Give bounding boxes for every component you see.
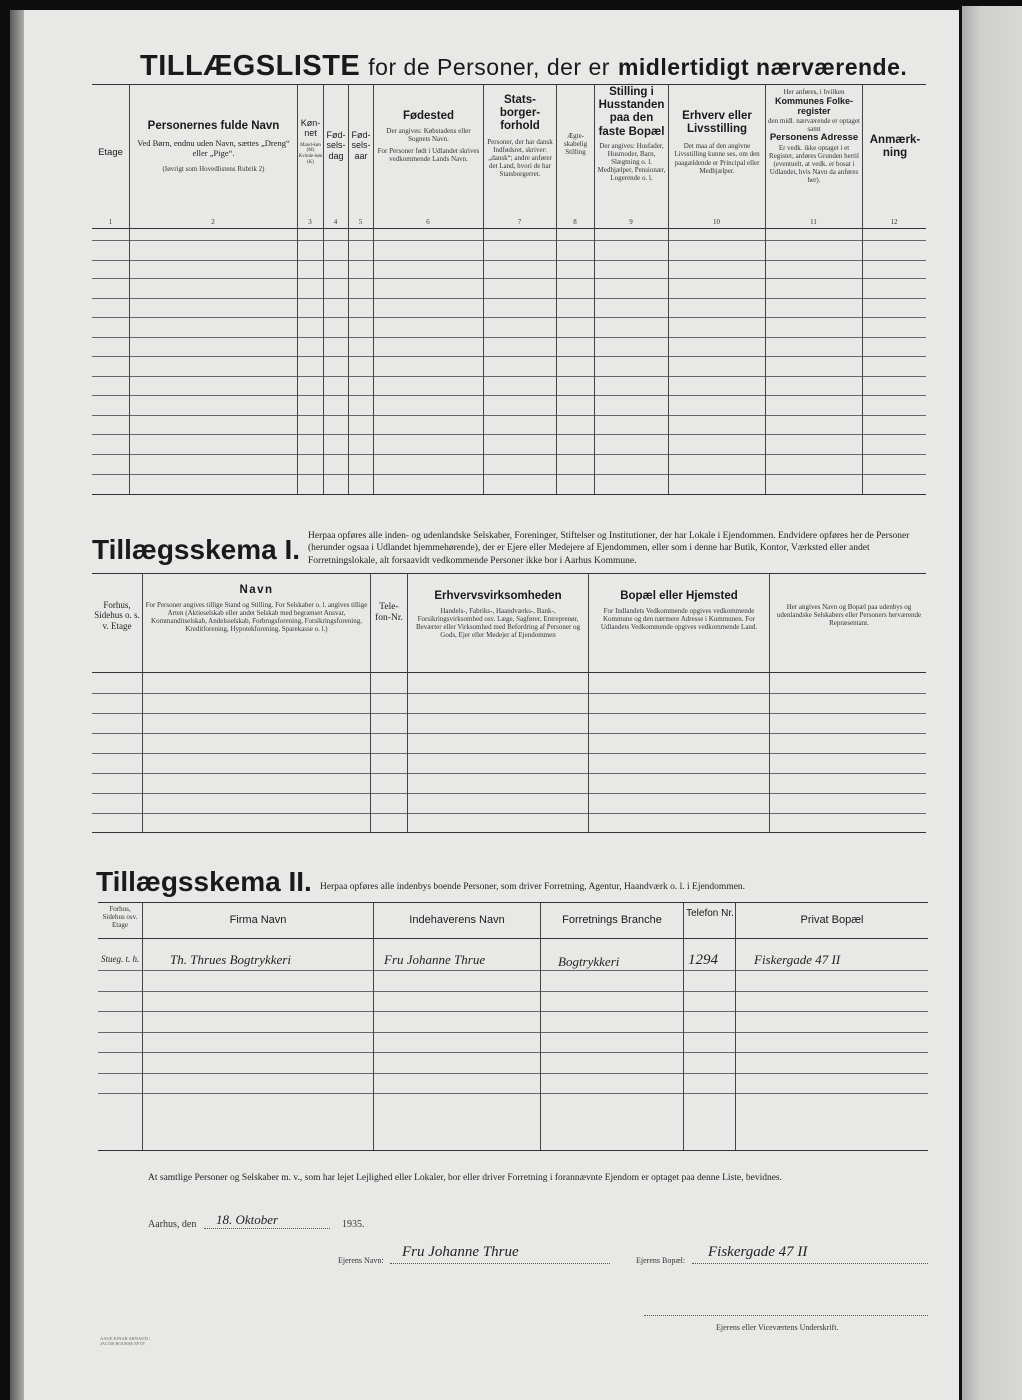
header-statsborger-title: Stats-borger-forhold xyxy=(499,94,541,133)
s2-header-bottom xyxy=(98,938,928,939)
s1-header-etage xyxy=(94,600,140,631)
s1-header-telefon xyxy=(372,602,406,624)
s2-row-line xyxy=(98,991,928,992)
row-line xyxy=(92,240,926,241)
header-anmaerkning-title: Anmærk-ning xyxy=(869,134,921,160)
header-name xyxy=(132,120,295,173)
header-folkeregister-sub: Er vedk. ikke optaget i et Register, anføres Grunden hertil (eventuelt, at vedk. er bosat i Udlandet, hvis Navn da anføres her). xyxy=(769,143,859,184)
header-foedested-title: Fødested xyxy=(402,110,455,122)
header-koen xyxy=(298,118,323,166)
header-erhverv xyxy=(670,110,764,175)
col-line xyxy=(129,84,130,494)
s1-header-bopael-title: Bopæl eller Hjemsted xyxy=(620,590,738,602)
footer-declaration: At samtlige Personer og Selskaber m. v., som har lejet Lejlighed eller Lokaler, bor eller driver Forretning i forannævnte Ejendom er optaget paa denne Liste, bevidnes. xyxy=(148,1173,782,1183)
col-num-8: 8 xyxy=(573,218,577,226)
header-name-mid: Ved Børn, endnu uden Navn, sættes „Dreng“ eller „Pige“. xyxy=(137,138,290,158)
row-line xyxy=(92,317,926,318)
header-folkeregister-pre: Her anføres, i hvilken xyxy=(783,88,845,96)
title-mid: for de Personer, der er xyxy=(368,54,610,80)
row-line xyxy=(92,395,926,396)
owner-address-dotted-line xyxy=(692,1263,928,1264)
s1-row-line xyxy=(92,693,926,694)
signature-dotted-line xyxy=(644,1315,928,1316)
s1-row-line xyxy=(92,713,926,714)
s1-col-line xyxy=(769,573,770,832)
header-koen-sub: Mand-køn (M) Kvinde-køn (K) xyxy=(298,142,323,165)
form-title xyxy=(140,50,907,83)
header-stilling-title: Stilling i Husstanden paa den faste Bopæl xyxy=(598,86,665,138)
s1-header-telefon-label: Tele-fon-Nr. xyxy=(375,602,403,623)
header-name-title: Personernes fulde Navn xyxy=(147,120,280,132)
col-num-6: 6 xyxy=(426,218,430,226)
header-etage xyxy=(92,148,129,159)
s2-row-bopael: Fiskergade 47 II xyxy=(754,952,841,967)
s1-header-erhverv xyxy=(410,590,586,639)
s2-header-bopael xyxy=(737,914,927,927)
col-num-9: 9 xyxy=(629,218,633,226)
col-num-12: 12 xyxy=(890,218,898,226)
title-end: midlertidigt nærværende. xyxy=(617,54,908,80)
header-foedselsaar-title: Fød-sels-aar xyxy=(351,130,371,161)
s1-row-line xyxy=(92,733,926,734)
s1-header-erhverv-title: Erhvervsvirksomheden xyxy=(434,590,562,602)
row-line xyxy=(92,376,926,377)
main-top-line xyxy=(92,84,926,85)
s2-row-telefon: 1294 xyxy=(688,952,718,968)
s1-row-line xyxy=(92,793,926,794)
s2-row-line xyxy=(98,1011,928,1012)
s2-header-indehaver xyxy=(375,914,539,927)
col-num-7: 7 xyxy=(517,218,522,226)
s2-col-line xyxy=(142,902,143,1150)
header-foedested xyxy=(376,110,481,163)
header-folkeregister-title: Kommunes Folke-register xyxy=(774,96,853,117)
s2-bottom-line xyxy=(98,1150,928,1151)
footer-year: 1935. xyxy=(342,1219,365,1230)
s1-row-line xyxy=(92,813,926,814)
s2-row-line xyxy=(98,1052,928,1053)
s1-row-line xyxy=(92,773,926,774)
s2-row-indehaver: Fru Johanne Thrue xyxy=(384,952,486,967)
title-bold: TILLÆGSLISTE xyxy=(140,50,361,82)
main-header-bottom xyxy=(92,228,926,229)
col-num-2: 2 xyxy=(211,218,215,226)
s1-col-line xyxy=(142,573,143,832)
col-num-5: 5 xyxy=(358,218,363,226)
row-line xyxy=(92,434,926,435)
col-num-10: 10 xyxy=(713,218,720,226)
col-num-3: 3 xyxy=(308,218,312,226)
s1-header-navn-sub: For Personer angives tillige Stand og Stilling. For Selskaber o. l. angives tillige Arten (Aktieselskab eller andet Selskab med begrænset Ansvar, Kommanditselskab, Andelsselskab, Forbrugsforening, Forsikringsforening, Kreditforening, Hypotekforening, Sparekasse o. l.) xyxy=(145,601,368,634)
header-stilling xyxy=(596,86,667,182)
footer-date-hand: 18. Oktober xyxy=(216,1212,279,1227)
col-line xyxy=(373,84,374,494)
s1-header-repr-sub: Her angives Navn og Bopæl paa udenbys og udenlandske Selskabers eller Personers herværende Repræsentant. xyxy=(776,603,922,628)
s2-header-indehaver-label: Indehaverens Navn xyxy=(409,914,505,926)
s1-col-line xyxy=(588,573,589,832)
col-line xyxy=(668,84,669,494)
s2-row-firma: Th. Thrues Bogtrykkeri xyxy=(170,952,291,967)
s2-header-firma xyxy=(144,914,372,927)
col-num-1: 1 xyxy=(108,218,113,226)
header-name-sub: (Iøvrigt som Hovedlistens Rubrik 2) xyxy=(162,164,265,173)
s2-row-branche: Bogtrykkeri xyxy=(558,954,620,969)
header-koen-title: Køn-net xyxy=(300,118,321,139)
row-line xyxy=(92,298,926,299)
s2-header-etage xyxy=(100,905,140,929)
s2-header-telefon xyxy=(686,908,734,920)
schema2-title: Tillægsskema II. xyxy=(96,866,312,897)
s2-row-line xyxy=(98,1073,928,1074)
main-bottom-line xyxy=(92,494,926,495)
row-line xyxy=(92,278,926,279)
s2-header-bopael-label: Privat Bopæl xyxy=(800,914,864,926)
row-line xyxy=(92,474,926,475)
s1-header-bopael-sub: For Indlandets Vedkommende opgives vedkommende Kommune og den nærmere Adresse i Kommunen. For Udlandets Vedkommende opgives vedkommende Land. xyxy=(600,607,758,632)
owner-name-label: Ejerens Navn: xyxy=(338,1256,384,1265)
s2-header-etage-label: Forhus, Sidehus osv. Etage xyxy=(102,905,138,930)
header-foedselsdag-title: Fød-sels-dag xyxy=(326,130,346,161)
signature-label: Ejerens eller Viceværtens Underskrift. xyxy=(716,1323,839,1332)
header-erhverv-title: Erhverv eller Livsstilling xyxy=(682,110,752,136)
header-aegteskab xyxy=(557,132,594,156)
header-foedselsdag xyxy=(324,130,348,161)
s1-header-navn-title: Navn xyxy=(239,584,274,596)
s1-header-bopael xyxy=(591,590,767,631)
row-line xyxy=(92,337,926,338)
footer-place-label: Aarhus, den xyxy=(148,1219,197,1230)
header-folkeregister xyxy=(767,88,861,184)
s2-col-line xyxy=(373,902,374,1150)
s2-row-line xyxy=(98,970,928,971)
s2-top-line xyxy=(98,902,928,903)
s1-row-line xyxy=(92,753,926,754)
s2-col-line xyxy=(540,902,541,1150)
schema1-description: Herpaa opføres alle inden- og udenlandske Selskaber, Foreninger, Stiftelser og Institutioner, der har Lokale i Ejendommen. Endvidere opføres her de Personer (herunder ogsaa i Udlandet hjemmehørende), der er Ejere eller Medejere af Ejendommen, eller som i denne har Butik, Kontor, Værksted eller andet Forretningslokale, alt forsaavidt vedkommende Personer ikke bor i Aarhus Kommune. xyxy=(308,531,910,566)
s1-header-etage-label: Forhus, Sidehus o. s. v. Etage xyxy=(94,600,140,631)
s1-col-line xyxy=(407,573,408,832)
date-dotted-line xyxy=(204,1228,330,1229)
header-erhverv-sub: Det maa af den angivne Livsstilling kunne ses, om den paagældende er Principal eller Medhjælper. xyxy=(674,142,760,175)
owner-name-dotted-line xyxy=(390,1263,610,1264)
schema1-title: Tillægsskema I. xyxy=(92,534,301,565)
census-form-page xyxy=(24,10,959,1400)
s2-header-firma-label: Firma Navn xyxy=(229,914,287,926)
row-line xyxy=(92,260,926,261)
header-etage-label: Etage xyxy=(98,147,123,158)
header-statsborger xyxy=(485,94,555,178)
s2-header-telefon-label: Telefon Nr. xyxy=(686,908,734,919)
header-aegteskab-title: Ægte-skabelig Stilling xyxy=(563,132,588,157)
owner-address-label: Ejerens Bopæl: xyxy=(636,1256,686,1265)
s1-header-erhverv-sub: Handels-, Fabriks-, Haandværks-, Bank-, Forsikringsvirksomhed osv. Læge, Sagfører, Entreprenør, Beværter eller Virksomhed med Befordring af Personer og Gods, Ejer eller Medejer af Ejendommen xyxy=(415,607,581,640)
header-foedested-mid: Der angives: Købstadens eller Sognets Navn. xyxy=(386,127,471,144)
s1-header-bottom xyxy=(92,672,926,673)
row-line xyxy=(92,356,926,357)
header-folkeregister-title2: Personens Adresse xyxy=(769,131,859,143)
header-statsborger-sub: Personer, der har dansk Indfødsret, skriver: „dansk“; andre anfører det Land, hvori de har Statsborgerret. xyxy=(487,137,553,178)
col-num-4: 4 xyxy=(333,218,338,226)
s2-col-line xyxy=(735,902,736,1150)
owner-address-hand: Fiskergade 47 II xyxy=(708,1244,808,1260)
s2-header-branche-label: Forretnings Branche xyxy=(562,914,662,926)
s1-col-line xyxy=(370,573,371,832)
header-foedselsaar xyxy=(349,130,373,161)
schema2-description: Herpaa opføres alle indenbys boende Personer, som driver Forretning, Agentur, Haandværk o. l. i Ejendommen. xyxy=(320,882,746,892)
col-line xyxy=(483,84,484,494)
s1-bottom-line xyxy=(92,832,926,833)
owner-name-hand: Fru Johanne Thrue xyxy=(402,1244,519,1260)
s2-row-line xyxy=(98,1032,928,1033)
s1-top-line xyxy=(92,573,926,574)
col-line xyxy=(594,84,595,494)
s2-header-branche xyxy=(542,914,682,927)
s2-row-line xyxy=(98,1093,928,1094)
s2-row-etage: Stueg. t. h. xyxy=(101,954,140,964)
next-page-edge xyxy=(962,6,1022,1400)
header-folkeregister-mid: den midl. nærværende er optaget samt xyxy=(768,116,860,133)
row-line xyxy=(92,454,926,455)
col-line xyxy=(862,84,863,494)
s1-header-repr xyxy=(774,603,924,627)
header-stilling-sub: Der angives: Husfader, Husmoder, Barn, Slægtning o. l. Medhjælper, Pensionær, Logerende o. l. xyxy=(597,141,666,183)
row-line xyxy=(92,415,926,416)
s1-header-navn xyxy=(145,584,368,633)
printer-note: AAGE EJNAR ARNAUD / JACOB BOURSE EFTF. xyxy=(100,1336,151,1346)
s2-col-line xyxy=(683,902,684,1150)
header-anmaerkning xyxy=(864,134,926,160)
header-foedested-sub: For Personer født i Udlandet skrives vedkommende Lands Navn. xyxy=(377,147,480,164)
col-line xyxy=(765,84,766,494)
col-num-11: 11 xyxy=(810,218,817,226)
